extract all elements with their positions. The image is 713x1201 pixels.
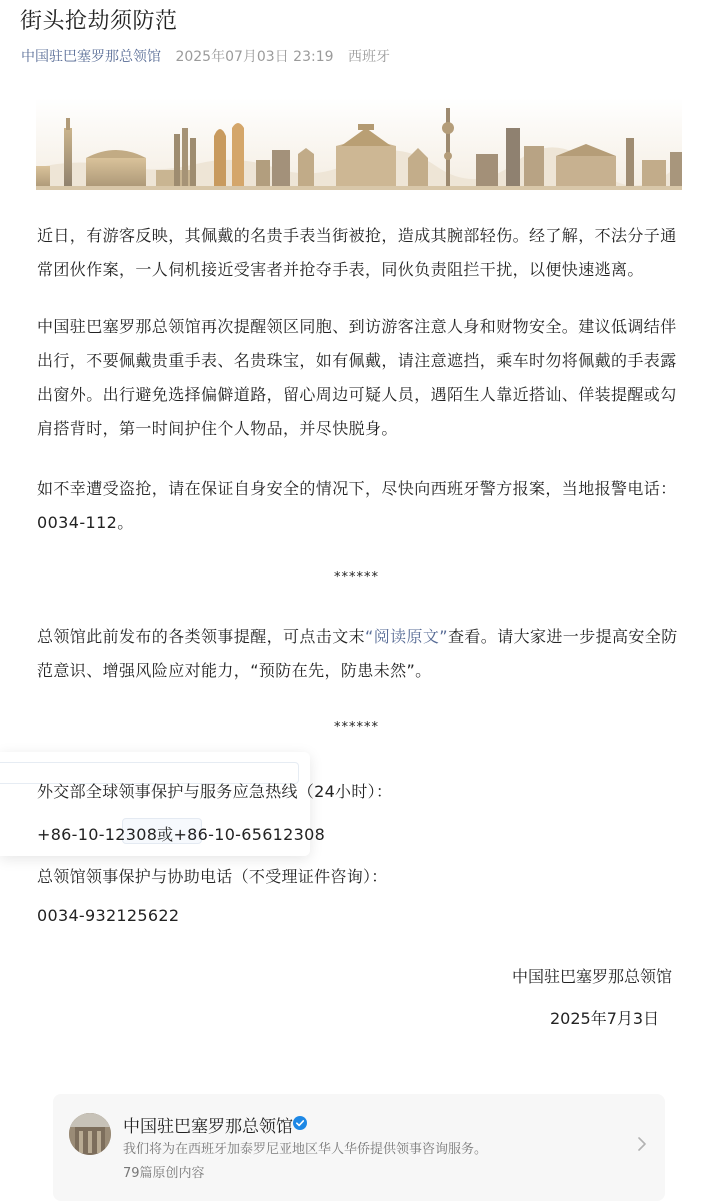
signature: 中国驻巴塞罗那总领馆 — [512, 967, 673, 986]
consulate-phone-label: 总领馆领事保护与协助电话（不受理证件咨询）： — [37, 867, 388, 886]
signature-date: 2025年7月3日 — [550, 1009, 660, 1028]
publish-date: 2025年07月03日 23:19 — [175, 49, 334, 65]
article-title: 街头抢劫须防范 — [20, 9, 178, 34]
account-profile-card[interactable] — [53, 1094, 665, 1201]
paragraph-4-text: 总领馆此前发布的各类领事提醒，可点击文末 — [37, 627, 366, 646]
section-divider: ****** — [334, 570, 379, 585]
account-avatar — [69, 1113, 111, 1155]
account-name: 中国驻巴塞罗那总领馆 — [123, 1117, 293, 1137]
paragraph-4 — [37, 620, 682, 688]
paragraph-4-text-end: 查看。请大家进一步提高安全防范意识、增强风险应对能力，“预防在先，防患未然”。 — [37, 627, 678, 680]
account-name-link[interactable]: 中国驻巴塞罗那总领馆 — [21, 49, 161, 65]
section-divider: ****** — [334, 720, 379, 735]
city-skyline-banner — [36, 98, 682, 190]
account-description: 我们将为在西班牙加泰罗尼亚地区华人华侨提供领事咨询服务。 — [123, 1142, 488, 1157]
read-original-link[interactable]: “阅读原文” — [365, 627, 448, 646]
chevron-right-icon[interactable] — [637, 1136, 647, 1152]
hotline-label: 外交部全球领事保护与服务应急热线（24小时）： — [37, 782, 393, 801]
article-meta — [21, 46, 390, 66]
paragraph-1: 近日，有游客反映，其佩戴的名贵手表当街被抢，造成其腕部轻伤。经了解，不法分子通常团伙作案，一人伺机接近受害者并抢夺手表，同伙负责阻拦干扰，以便快速逃离。 — [37, 226, 677, 279]
paragraph-3: 如不幸遭受盗抢，请在保证自身安全的情况下，尽快向西班牙警方报案，当地报警电话：0034-112。 — [37, 479, 677, 532]
paragraph-2: 中国驻巴塞罗那总领馆再次提醒领区同胞、到访游客注意人身和财物安全。建议低调结伴出行，不要佩戴贵重手表、名贵珠宝，如有佩戴，请注意遮挡，乘车时勿将佩戴的手表露出窗外。出行避免选择偏僻道路，留心周边可疑人员，遇陌生人靠近搭讪、佯装提醒或勾肩搭背时，第一时间护住个人物品，并尽快脱身。 — [37, 317, 677, 438]
verified-badge-icon — [293, 1116, 307, 1130]
publish-location: 西班牙 — [347, 49, 390, 65]
consulate-phone-number[interactable]: 0034-932125622 — [37, 906, 180, 925]
hotline-numbers[interactable]: +86-10-12308或+86-10-65612308 — [37, 825, 326, 844]
original-content-count: 79篇原创内容 — [123, 1166, 205, 1181]
